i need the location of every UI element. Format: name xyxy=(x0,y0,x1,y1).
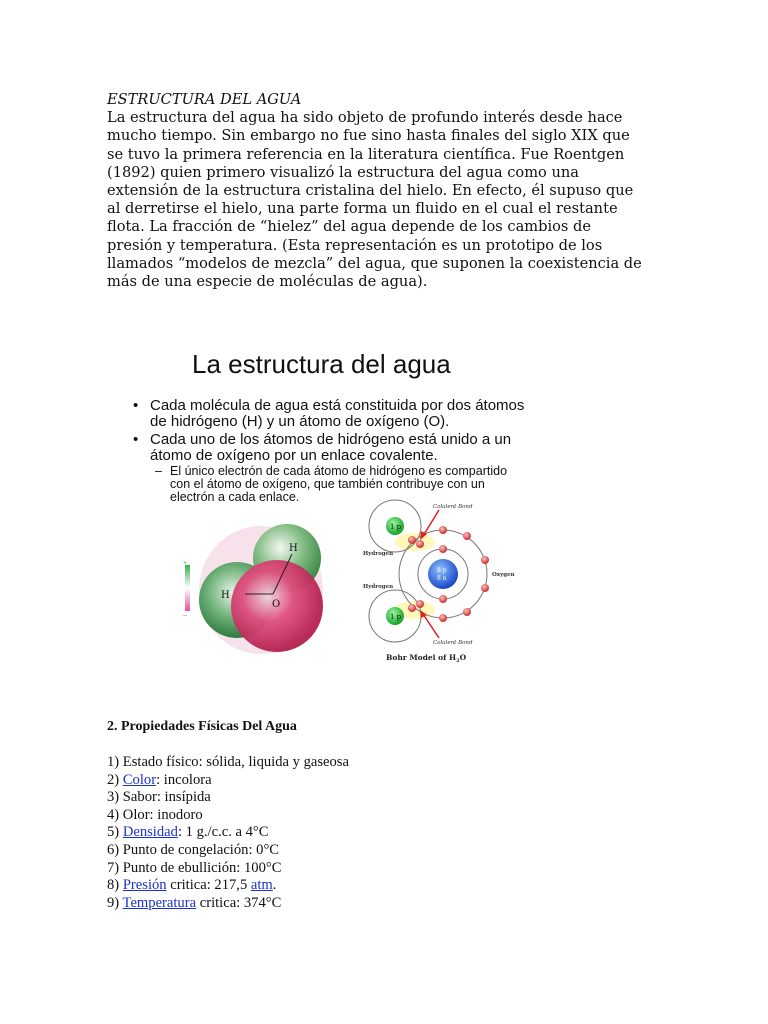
property-item: 1) Estado físico: sólida, liquida y gaseosa xyxy=(107,754,349,770)
bullet-dot-icon: • xyxy=(133,397,139,414)
bullet-2-line-1: Cada uno de los átomos de hidrógeno está unido a un xyxy=(150,431,512,448)
oxygen-nucleus xyxy=(428,559,458,589)
hydrogen-label-top: Hydrogen xyxy=(363,551,394,557)
property-item: 6) Punto de congelación: 0°C xyxy=(107,841,280,858)
covalent-bond-label-top: Colalent Bond xyxy=(433,504,473,510)
figure-title: La estructura del agua xyxy=(192,349,451,379)
water-molecule-model xyxy=(127,514,342,668)
property-item: 4) Olor: inodoro xyxy=(107,806,203,823)
property-item: 5) Densidad: 1 g./c.c. a 4°C xyxy=(107,824,269,841)
color-link[interactable]: Color xyxy=(122,771,157,788)
o-nucleus-protons: 8 p xyxy=(437,567,447,574)
atm-link[interactable]: atm xyxy=(250,877,273,894)
o-nucleus-neutrons: 8 n xyxy=(437,575,447,582)
sub-line-3: electrón a cada enlace. xyxy=(170,490,300,504)
sub-line-1: El único electrón de cada átomo de hidrógeno es compartido xyxy=(170,464,508,478)
covalent-bond-label-bottom: Colalent Bond xyxy=(433,640,473,646)
bohr-model-diagram xyxy=(357,498,529,668)
bullet-1-line-1: Cada molécula de agua está constituida por dos átomos xyxy=(150,397,525,414)
property-item: 9) Temperatura critica: 374°C xyxy=(107,894,282,911)
intro-line-1: La estructura del agua ha sido objeto de profundo interés desde hace xyxy=(107,109,623,127)
charge-scale-bar xyxy=(185,565,190,611)
hydrogen-label-bottom: Hydrogen xyxy=(363,584,394,590)
intro-title: ESTRUCTURA DEL AGUA xyxy=(107,91,302,108)
sub-line-2: con el átomo de oxígeno, que también contribuye con un xyxy=(170,477,485,491)
bullet-1-line-2: de hidrógeno (H) y un átomo de oxígeno (O). xyxy=(150,413,450,430)
property-item: 2) Color: incolora xyxy=(107,771,212,788)
charge-plus-label: + xyxy=(183,560,188,567)
property-item: 3) Sabor: insípida xyxy=(107,789,211,806)
molecule-h-label-top: H xyxy=(289,543,298,554)
property-item: 7) Punto de ebullición: 100°C xyxy=(107,859,282,876)
intro-section xyxy=(107,91,667,291)
presion-link[interactable]: Presión xyxy=(122,877,167,894)
temperatura-link[interactable]: Temperatura xyxy=(122,894,197,911)
oxygen-label: Oxygen xyxy=(492,572,515,578)
densidad-link[interactable]: Densidad xyxy=(122,824,178,841)
h-nucleus-label-bottom: 1 p xyxy=(390,613,402,621)
h-nucleus-label-top: 1 p xyxy=(390,523,402,531)
intro-line-2: mucho tiempo. Sin embargo no fue sino hasta finales del siglo XIX que xyxy=(107,127,630,145)
dash-icon: – xyxy=(155,464,162,478)
charge-minus-label: – xyxy=(183,612,187,619)
bullet-2-line-2: átomo de oxígeno por un enlace covalente. xyxy=(150,447,438,464)
molecule-h-label: H xyxy=(221,590,230,601)
intro-line-4: (1892) quien primero visualizó la estructura del agua como una xyxy=(107,163,579,181)
bullet-dot-icon: • xyxy=(133,431,139,448)
molecule-o-label: O xyxy=(272,599,281,610)
intro-line-5: extensión de la estructura cristalina del hielo. En efecto, él supuso que xyxy=(107,182,634,200)
water-structure-figure xyxy=(127,334,529,668)
properties-list xyxy=(107,754,349,912)
intro-line-8: presión y temperatura. (Esta representación es un prototipo de los xyxy=(107,236,603,254)
property-item: 8) Presión critica: 217,5 atm. xyxy=(107,877,277,894)
bohr-caption: Bohr Model of $H_2O$ xyxy=(386,653,467,664)
intro-line-10: más de una especie de moléculas de agua). xyxy=(107,273,428,291)
intro-line-6: al derretirse el hielo, una parte forma un fluido en el cual el restante xyxy=(107,200,618,218)
intro-line-7: flota. La fracción de “hielez” del agua depende de los cambios de xyxy=(107,218,592,236)
intro-line-9: llamados “modelos de mezcla” del agua, que suponen la coexistencia de xyxy=(107,254,642,272)
section-title: 2. Propiedades Físicas Del Agua xyxy=(107,719,297,734)
intro-line-3: se tuvo la primera referencia en la literatura científica. Fue Roentgen xyxy=(107,145,625,163)
